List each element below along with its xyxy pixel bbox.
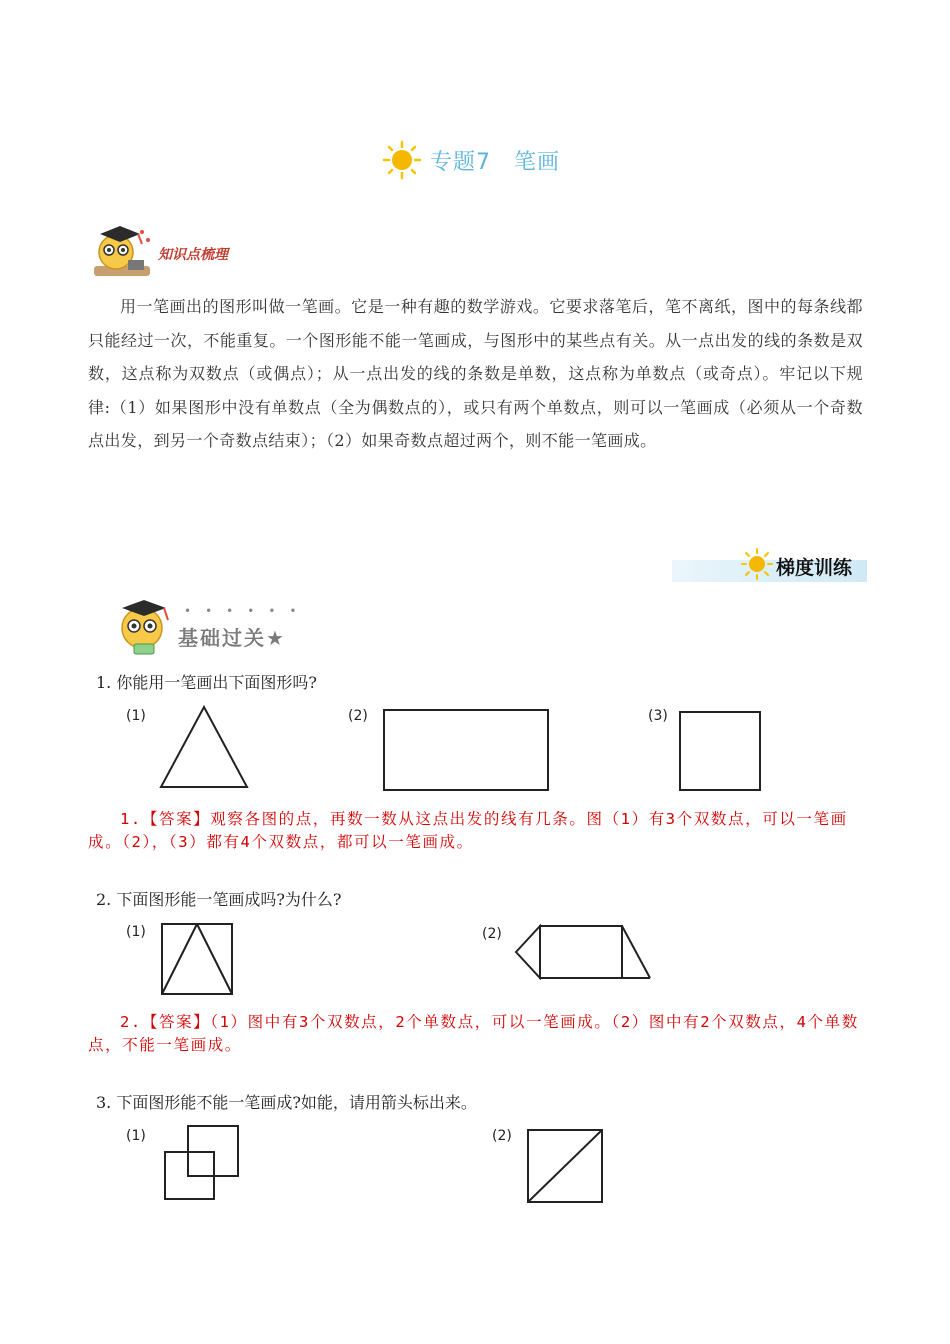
sun-icon xyxy=(380,140,424,180)
question-3: 3. 下面图形能不能一笔画成?如能，请用箭头标出来。 xyxy=(96,1093,477,1112)
figure-label: (1) xyxy=(126,1128,146,1144)
title-text: 专题7 笔画 xyxy=(430,149,560,175)
square-figure xyxy=(678,710,762,792)
ladder-heading: 梯度训练 xyxy=(776,557,853,579)
figure-label: (2) xyxy=(482,926,502,942)
figure-label: (2) xyxy=(492,1128,512,1144)
square-diagonal-figure xyxy=(526,1128,604,1204)
question-2: 2. 下面图形能一笔画成吗?为什么? xyxy=(96,890,342,909)
scholar-mascot-icon xyxy=(92,222,158,280)
knowledge-text: 用一笔画出的图形叫做一笔画。它是一种有趣的数学游戏。它要求落笔后，笔不离纸，图中的每条线都只能经过一次，不能重复。一个图形能不能一笔画成，与图形中的某些点有关。从一点出发的线的条数是双数，这点称为双数点（或偶点）；从一点出发的线的条数是单数，这点称为单数点（或奇点）。牢记以下规律:（1）如果图形中没有单数点（全为偶数点的），或只有两个单数点，则可以一笔画成（必须从一个奇数点出发，到另一个奇数点结束）；（2）如果奇数点超过两个，则不能一笔画成。 xyxy=(88,297,863,450)
question-1: 1. 你能用一笔画出下面图形吗? xyxy=(96,673,317,692)
scholar-mascot-icon xyxy=(112,596,178,660)
figure-label: (3) xyxy=(648,708,668,724)
house-shape-figure xyxy=(514,922,654,980)
figure-label: (2) xyxy=(348,708,368,724)
figure-label: (1) xyxy=(126,924,146,940)
triangle-figure xyxy=(158,704,250,790)
rectangle-figure xyxy=(382,708,550,792)
level-heading: 基础过关★ xyxy=(178,626,286,650)
page-title xyxy=(380,140,560,180)
sun-icon xyxy=(740,548,774,580)
figure-label: (1) xyxy=(126,708,146,724)
answer-1: 1.【答案】观察各图的点，再数一数从这点出发的线有几条。图（1）有3个双数点，可以一笔画成。（2），（3）都有4个双数点，都可以一笔画成。 xyxy=(88,810,848,851)
knowledge-label: 知识点梳理 xyxy=(158,247,228,263)
answer-2: 2.【答案】（1）图中有3个双数点，2个单数点，可以一笔画成。（2）图中有2个双数点，4个单数点，不能一笔画成。 xyxy=(88,1013,859,1054)
square-triangle-figure xyxy=(160,922,234,996)
overlapping-squares-figure xyxy=(162,1124,242,1202)
decorative-dots: •••••• xyxy=(184,604,311,618)
